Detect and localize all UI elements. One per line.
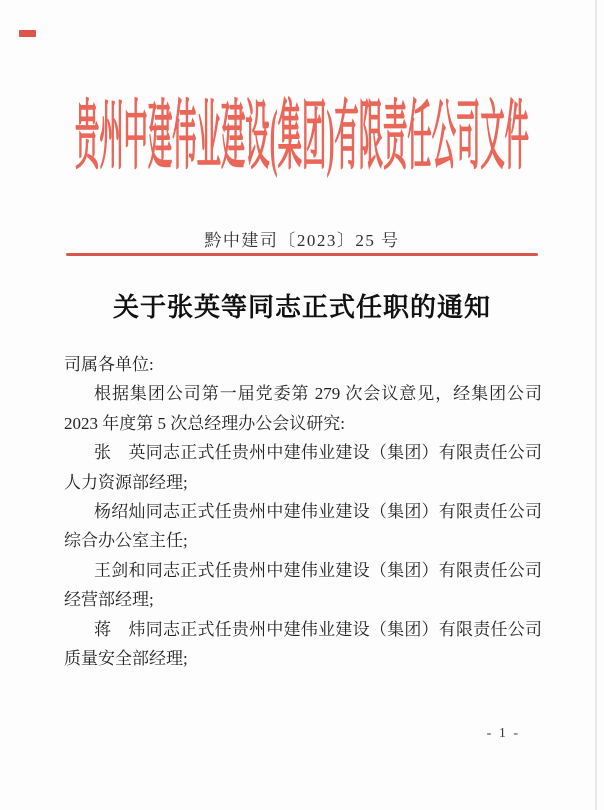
body-line: 人力资源部经理;: [64, 472, 188, 492]
body-line: 司属各单位:: [64, 355, 154, 374]
scan-edge-shadow: [595, 0, 597, 810]
body-line: 综合办公室主任;: [64, 531, 188, 551]
body-line: 质量安全部经理;: [64, 649, 188, 669]
body-line: 根据集团公司第一届党委第 279 次会议意见，经集团公司: [94, 384, 542, 404]
body-line: 王剑和同志正式任贵州中建伟业建设（集团）有限责任公司: [94, 560, 542, 580]
body-line: 蒋 炜同志正式任贵州中建伟业建设（集团）有限责任公司: [94, 619, 542, 639]
document-body: [64, 350, 542, 673]
page-number: - 1 -: [486, 726, 520, 741]
red-divider-line: [66, 253, 538, 256]
notice-title: 关于张英等同志正式任职的通知: [112, 293, 491, 322]
body-line: 张 英同志正式任贵州中建伟业建设（集团）有限责任公司: [94, 443, 542, 463]
body-line: 经营部经理;: [64, 590, 154, 610]
company-letterhead-title: 贵州中建伟业建设(集团)有限责任公司文件: [75, 95, 529, 179]
corner-mark: [19, 30, 36, 37]
body-line: 2023 年度第 5 次总经理办公会议研究:: [64, 413, 345, 433]
body-line: 杨绍灿同志正式任贵州中建伟业建设（集团）有限责任公司: [94, 502, 542, 522]
doc-number: 黔中建司〔2023〕25 号: [204, 231, 400, 250]
